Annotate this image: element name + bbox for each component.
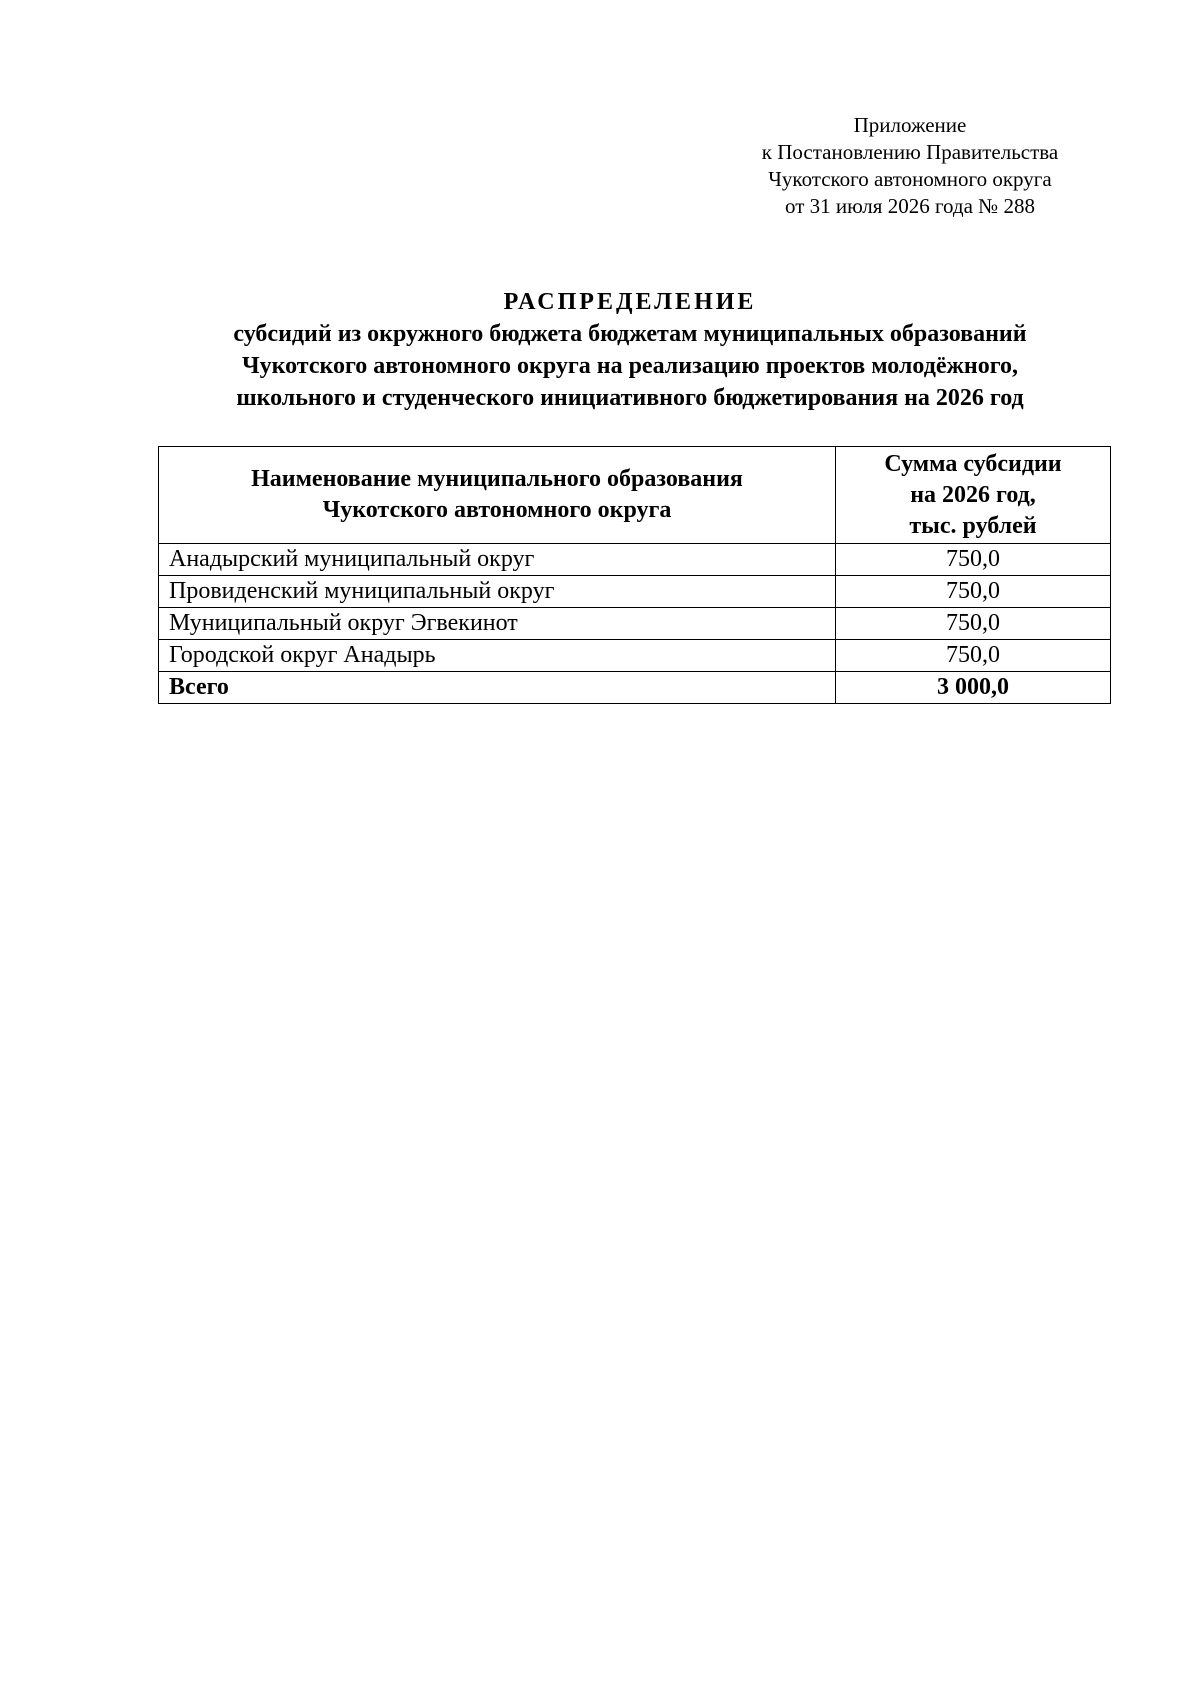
header-sum-line-1: Сумма субсидии	[884, 450, 1062, 477]
header-sum-cell	[836, 447, 1111, 544]
header-name-line-2: Чукотского автономного округа	[322, 497, 672, 523]
title-line-2: Чукотского автономного округа на реализацию проектов молодёжного,	[241, 353, 1019, 379]
table-row	[159, 640, 1111, 672]
row-name-cell: Муниципальный округ Эгвекинот	[159, 608, 836, 640]
row-sum-cell: 750,0	[836, 576, 1111, 608]
distribution-table	[158, 446, 1111, 704]
header-sum-line-3: тыс. рублей	[909, 512, 1037, 539]
row-name-cell: Провиденский муниципальный округ	[159, 576, 836, 608]
table-header-row	[159, 447, 1111, 544]
title-line-1: субсидий из окружного бюджета бюджетам муниципальных образований	[233, 321, 1027, 347]
table-row	[159, 544, 1111, 576]
appendix-line-4: от 31 июля 2026 года № 288	[785, 194, 1035, 218]
table-row	[159, 576, 1111, 608]
title-main: РАСПРЕДЕЛЕНИЕ	[503, 289, 757, 315]
total-name-cell: Всего	[159, 672, 836, 704]
document-title	[100, 286, 1160, 414]
title-line-3: школьного и студенческого инициативного бюджетирования на 2026 год	[236, 385, 1024, 411]
total-row	[159, 672, 1111, 704]
header-name-line-1: Наименование муниципального образования	[251, 466, 743, 492]
header-name-cell	[159, 447, 836, 544]
appendix-block	[700, 112, 1120, 220]
appendix-line-2: к Постановлению Правительства	[761, 140, 1059, 164]
header-sum-line-2: на 2026 год,	[910, 481, 1036, 508]
row-name-cell: Анадырский муниципальный округ	[159, 544, 836, 576]
row-sum-cell: 750,0	[836, 544, 1111, 576]
row-name-cell: Городской округ Анадырь	[159, 640, 836, 672]
row-sum-cell: 750,0	[836, 608, 1111, 640]
row-sum-cell: 750,0	[836, 640, 1111, 672]
appendix-line-1: Приложение	[853, 113, 967, 137]
table-row	[159, 608, 1111, 640]
total-sum-cell: 3 000,0	[836, 672, 1111, 704]
appendix-line-3: Чукотского автономного округа	[768, 167, 1052, 191]
